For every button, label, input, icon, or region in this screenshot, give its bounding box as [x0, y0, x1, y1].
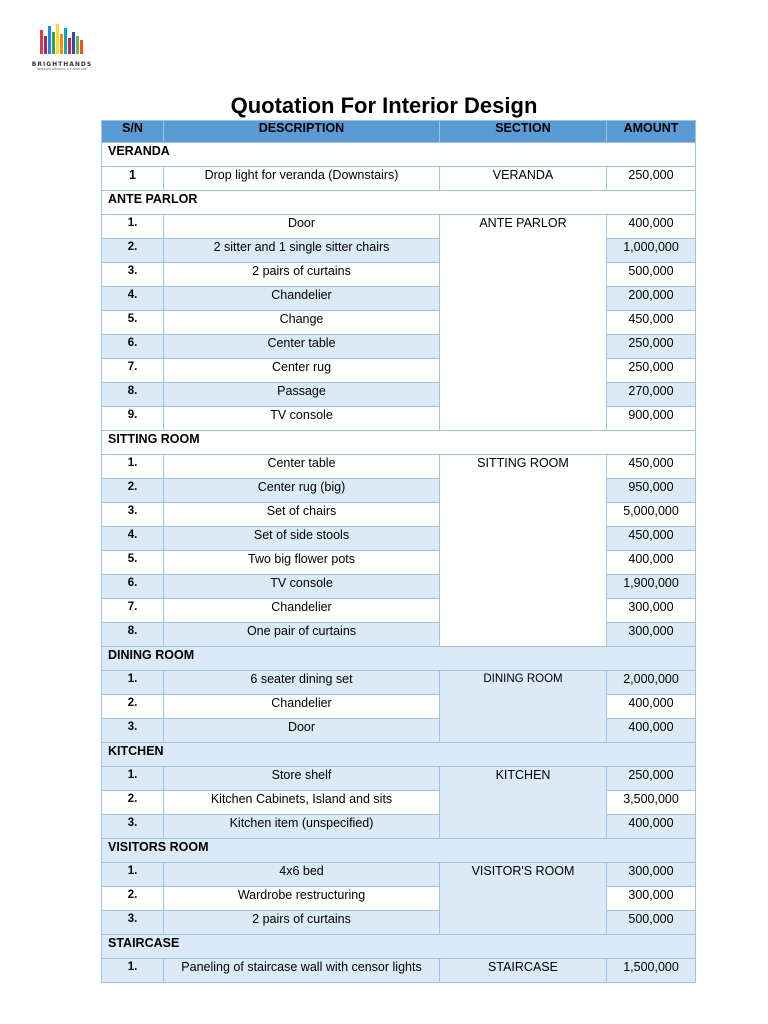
row-description: TV console [164, 575, 440, 599]
row-amount: 200,000 [607, 287, 696, 311]
row-amount: 300,000 [607, 623, 696, 647]
row-sn: 1. [102, 863, 164, 887]
header-amount: AMOUNT [607, 121, 696, 143]
row-section: ANTE PARLOR [440, 215, 607, 431]
row-sn: 4. [102, 527, 164, 551]
row-amount: 1,500,000 [607, 959, 696, 983]
row-sn: 1. [102, 767, 164, 791]
table-row [102, 215, 696, 239]
table-row [102, 311, 696, 335]
row-description: Center rug (big) [164, 479, 440, 503]
section-header-row [102, 143, 696, 167]
table-row [102, 335, 696, 359]
row-section: STAIRCASE [440, 959, 607, 983]
row-sn: 3. [102, 503, 164, 527]
table-row [102, 575, 696, 599]
table-row [102, 407, 696, 431]
table-header-row [102, 121, 696, 143]
section-title: ANTE PARLOR [102, 191, 696, 215]
section-header-row [102, 431, 696, 455]
row-description: Center table [164, 455, 440, 479]
row-sn: 5. [102, 311, 164, 335]
row-sn: 1. [102, 959, 164, 983]
row-amount: 300,000 [607, 863, 696, 887]
row-description: TV console [164, 407, 440, 431]
row-description: Change [164, 311, 440, 335]
section-header-row [102, 191, 696, 215]
row-description: Kitchen Cabinets, Island and sits [164, 791, 440, 815]
table-row [102, 767, 696, 791]
row-amount: 250,000 [607, 359, 696, 383]
row-sn: 2. [102, 791, 164, 815]
row-description: 2 sitter and 1 single sitter chairs [164, 239, 440, 263]
table-row [102, 959, 696, 983]
row-sn: 7. [102, 599, 164, 623]
table-row [102, 911, 696, 935]
row-amount: 1,900,000 [607, 575, 696, 599]
row-description: Door [164, 215, 440, 239]
page-title: Quotation For Interior Design [230, 93, 538, 118]
table-row [102, 599, 696, 623]
logo-name: BRIGHTHANDS [31, 61, 93, 68]
row-amount: 400,000 [607, 551, 696, 575]
row-sn: 3. [102, 815, 164, 839]
table-row [102, 695, 696, 719]
row-amount: 450,000 [607, 527, 696, 551]
table-row [102, 551, 696, 575]
row-amount: 250,000 [607, 167, 696, 191]
table-row [102, 455, 696, 479]
row-description: Set of chairs [164, 503, 440, 527]
company-logo [26, 22, 98, 78]
row-amount: 450,000 [607, 311, 696, 335]
row-sn: 9. [102, 407, 164, 431]
section-title: STAIRCASE [102, 935, 696, 959]
row-description: Set of side stools [164, 527, 440, 551]
row-description: Door [164, 719, 440, 743]
row-sn: 1 [102, 167, 164, 191]
row-description: Chandelier [164, 695, 440, 719]
row-sn: 2. [102, 239, 164, 263]
table-row [102, 287, 696, 311]
table-row [102, 359, 696, 383]
row-sn: 6. [102, 575, 164, 599]
section-title: SITTING ROOM [102, 431, 696, 455]
logo-bars-graphic [26, 22, 98, 62]
row-amount: 3,500,000 [607, 791, 696, 815]
row-amount: 450,000 [607, 455, 696, 479]
row-amount: 270,000 [607, 383, 696, 407]
header-sn: S/N [102, 121, 164, 143]
row-description: Passage [164, 383, 440, 407]
row-description: Kitchen item (unspecified) [164, 815, 440, 839]
row-amount: 5,000,000 [607, 503, 696, 527]
table-row [102, 719, 696, 743]
section-title: DINING ROOM [102, 647, 696, 671]
row-section: VISITOR'S ROOM [440, 863, 607, 935]
row-amount: 400,000 [607, 719, 696, 743]
row-amount: 2,000,000 [607, 671, 696, 695]
row-sn: 8. [102, 383, 164, 407]
header-section: SECTION [440, 121, 607, 143]
row-section: KITCHEN [440, 767, 607, 839]
row-sn: 2. [102, 695, 164, 719]
row-amount: 300,000 [607, 599, 696, 623]
section-title: KITCHEN [102, 743, 696, 767]
row-section: DINING ROOM [440, 671, 607, 743]
table-row [102, 671, 696, 695]
table-row [102, 815, 696, 839]
row-sn: 6. [102, 335, 164, 359]
row-description: 6 seater dining set [164, 671, 440, 695]
row-description: Center rug [164, 359, 440, 383]
row-sn: 4. [102, 287, 164, 311]
quotation-table [101, 120, 696, 983]
row-amount: 1,000,000 [607, 239, 696, 263]
row-sn: 1. [102, 455, 164, 479]
row-amount: 400,000 [607, 815, 696, 839]
table-row [102, 167, 696, 191]
row-amount: 950,000 [607, 479, 696, 503]
row-amount: 500,000 [607, 911, 696, 935]
section-header-row [102, 839, 696, 863]
row-sn: 1. [102, 215, 164, 239]
row-description: 4x6 bed [164, 863, 440, 887]
logo-tagline: INTERIOR DESIGNS & FURNITURE [36, 67, 88, 71]
row-sn: 7. [102, 359, 164, 383]
row-description: Store shelf [164, 767, 440, 791]
row-amount: 400,000 [607, 695, 696, 719]
table-row [102, 263, 696, 287]
row-sn: 3. [102, 263, 164, 287]
row-sn: 8. [102, 623, 164, 647]
row-description: Wardrobe restructuring [164, 887, 440, 911]
section-header-row [102, 647, 696, 671]
row-sn: 3. [102, 911, 164, 935]
row-amount: 900,000 [607, 407, 696, 431]
row-amount: 500,000 [607, 263, 696, 287]
row-amount: 250,000 [607, 335, 696, 359]
section-title: VERANDA [102, 143, 696, 167]
row-sn: 3. [102, 719, 164, 743]
row-sn: 2. [102, 479, 164, 503]
row-sn: 5. [102, 551, 164, 575]
table-row [102, 383, 696, 407]
table-row [102, 863, 696, 887]
section-header-row [102, 743, 696, 767]
row-description: Center table [164, 335, 440, 359]
table-row [102, 527, 696, 551]
table-row [102, 887, 696, 911]
row-description: 2 pairs of curtains [164, 911, 440, 935]
table-row [102, 503, 696, 527]
row-description: Paneling of staircase wall with censor lights [164, 959, 440, 983]
row-section: SITTING ROOM [440, 455, 607, 647]
table-row [102, 623, 696, 647]
row-amount: 300,000 [607, 887, 696, 911]
table-row [102, 479, 696, 503]
header-description: DESCRIPTION [164, 121, 440, 143]
row-description: One pair of curtains [164, 623, 440, 647]
row-description: Chandelier [164, 287, 440, 311]
row-sn: 1. [102, 671, 164, 695]
row-section: VERANDA [440, 167, 607, 191]
section-title: VISITORS ROOM [102, 839, 696, 863]
row-amount: 250,000 [607, 767, 696, 791]
table-row [102, 791, 696, 815]
row-description: Drop light for veranda (Downstairs) [164, 167, 440, 191]
row-description: Two big flower pots [164, 551, 440, 575]
row-amount: 400,000 [607, 215, 696, 239]
row-description: Chandelier [164, 599, 440, 623]
section-header-row [102, 935, 696, 959]
row-sn: 2. [102, 887, 164, 911]
row-description: 2 pairs of curtains [164, 263, 440, 287]
table-row [102, 239, 696, 263]
